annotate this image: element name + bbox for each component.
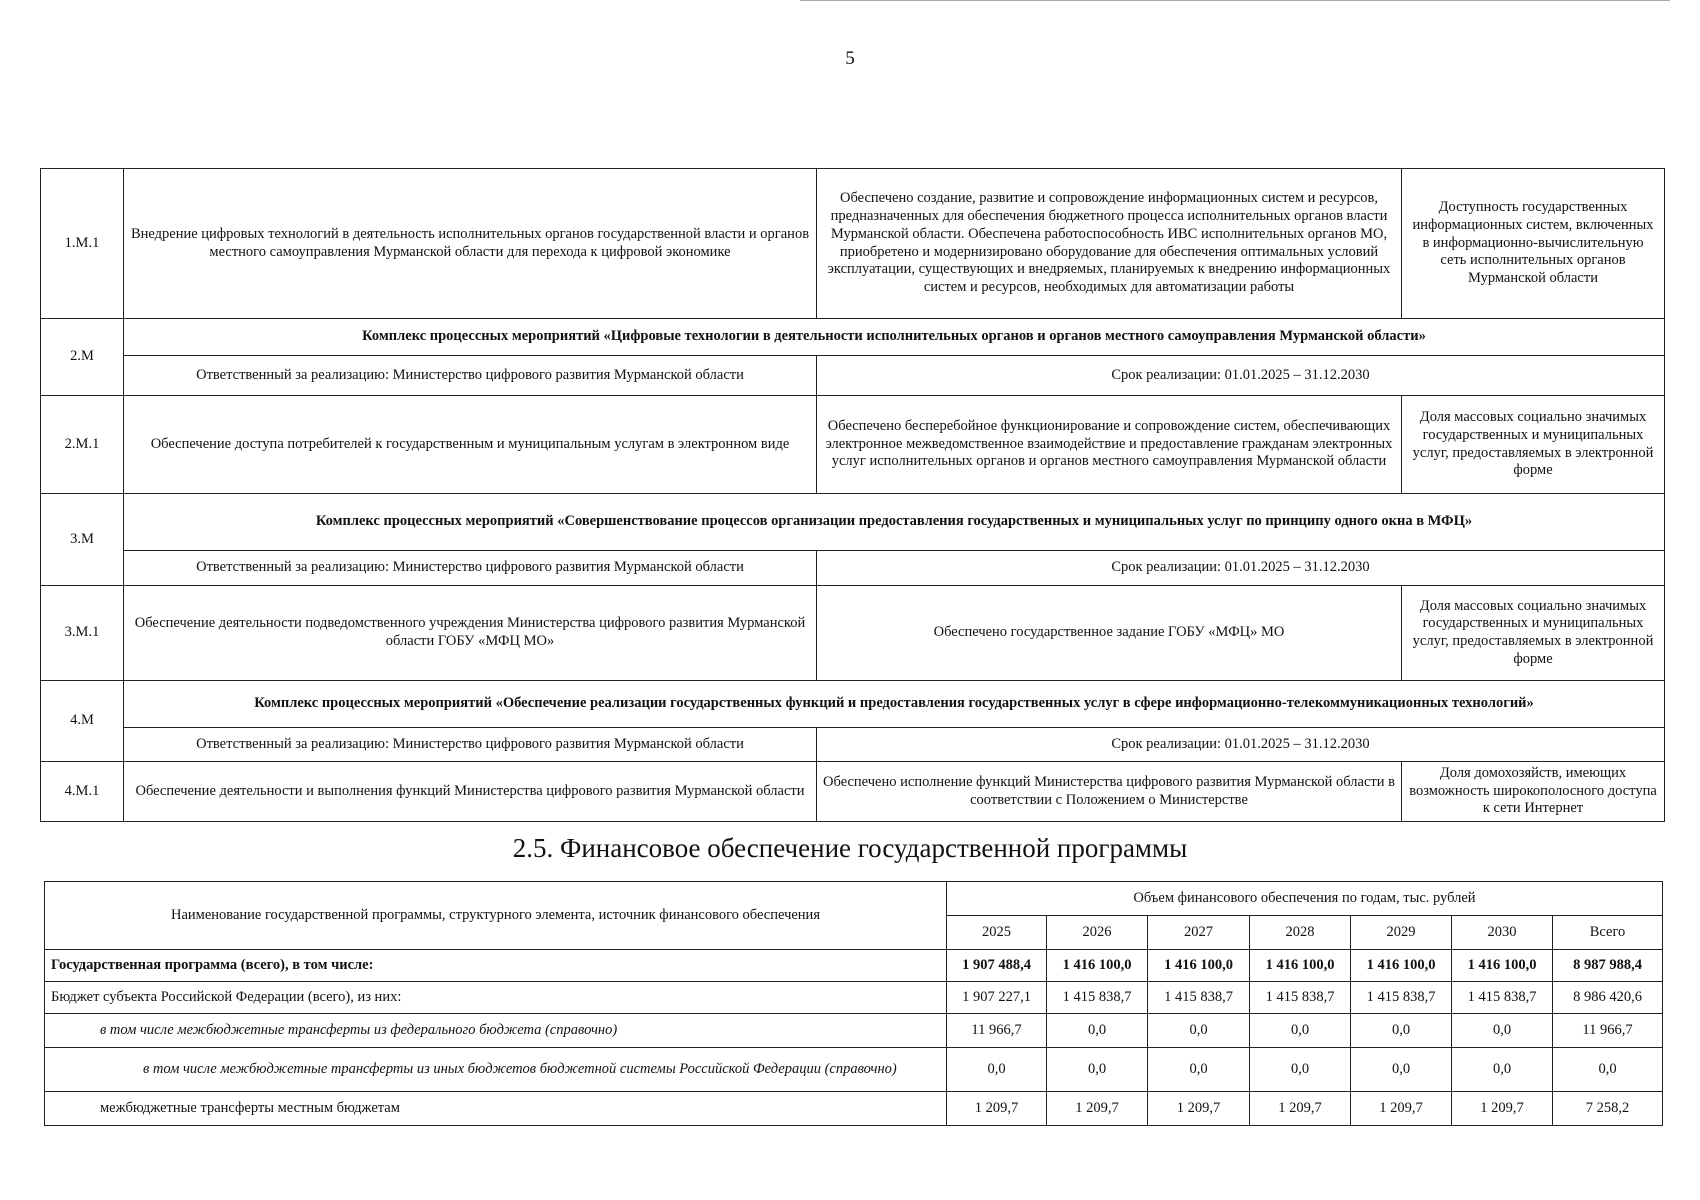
finance-cell: 1 907 488,4 (947, 950, 1047, 982)
complex-term: Срок реализации: 01.01.2025 – 31.12.2030 (817, 356, 1665, 396)
table-row (41, 762, 1665, 822)
complex-responsible: Ответственный за реализацию: Министерство цифрового развития Мурманской области (124, 356, 817, 396)
finance-cell: 1 416 100,0 (1351, 950, 1452, 982)
complex-code: 4.M (41, 681, 124, 762)
finance-cell: 11 966,7 (947, 1014, 1047, 1048)
finance-cell: 0,0 (1351, 1014, 1452, 1048)
measure-indicator: Доля массовых социально значимых государственных и муниципальных услуг, предоставляемых в электронной форме (1402, 586, 1665, 681)
finance-cell: 0,0 (1452, 1014, 1553, 1048)
finance-cell: 1 415 838,7 (1250, 982, 1351, 1014)
finance-row-label: Государственная программа (всего), в том числе: (45, 950, 947, 982)
section-title: 2.5. Финансовое обеспечение государственной программы (512, 833, 1188, 863)
finance-cell: 1 209,7 (1351, 1092, 1452, 1126)
measure-code: 2.M.1 (41, 396, 124, 494)
table-row (41, 586, 1665, 681)
finance-cell: 0,0 (1553, 1048, 1663, 1092)
finance-years-header: Объем финансового обеспечения по годам, тыс. рублей (947, 882, 1663, 916)
measures-table (40, 168, 1665, 822)
finance-cell: 1 209,7 (1047, 1092, 1148, 1126)
measure-code: 4.M.1 (41, 762, 124, 822)
finance-cell: 1 416 100,0 (1250, 950, 1351, 982)
finance-row-label: в том числе межбюджетные трансферты из иных бюджетов бюджетной системы Российской Федерации (справочно) (45, 1048, 947, 1092)
finance-cell: 1 209,7 (947, 1092, 1047, 1126)
column-header: 2025 (947, 916, 1047, 950)
measure-name: Обеспечение деятельности подведомственного учреждения Министерства цифрового развития Мурманской области ГОБУ «МФЦ МО» (124, 586, 817, 681)
table-row (41, 551, 1665, 586)
measure-code: 3.M.1 (41, 586, 124, 681)
page-top-rule (800, 0, 1670, 1)
column-header: 2028 (1250, 916, 1351, 950)
finance-cell: 1 416 100,0 (1148, 950, 1250, 982)
complex-responsible: Ответственный за реализацию: Министерство цифрового развития Мурманской области (124, 551, 817, 586)
finance-cell: 8 986 420,6 (1553, 982, 1663, 1014)
complex-title: Комплекс процессных мероприятий «Обеспечение реализации государственных функций и предоставления государственных услуг в сфере информационно-телекоммуникационных технологий» (124, 681, 1665, 728)
finance-cell: 0,0 (947, 1048, 1047, 1092)
finance-cell: 0,0 (1148, 1048, 1250, 1092)
measure-result: Обеспечено исполнение функций Министерства цифрового развития Мурманской области в соответствии с Положением о Министерстве (817, 762, 1402, 822)
complex-title: Комплекс процессных мероприятий «Цифровые технологии в деятельности исполнительных органов и органов местного самоуправления Мурманской области» (124, 319, 1665, 356)
finance-cell: 1 415 838,7 (1452, 982, 1553, 1014)
table-row (45, 1014, 1663, 1048)
table-row (41, 396, 1665, 494)
finance-row-label: межбюджетные трансферты местным бюджетам (45, 1092, 947, 1126)
measure-result: Обеспечено создание, развитие и сопровождение информационных систем и ресурсов, предназначенных для обеспечения бюджетного процесса исполнительных органов власти Мурманской области. Обеспечена работоспособность ИВС исполнительных органов МО, приобретено и модернизировано оборудование для обеспечения оптимальных условий эксплуатации, существующих и внедряемых, планируемых к внедрению информационных систем и ресурсов, необходимых для автоматизации работы (817, 169, 1402, 319)
finance-cell: 1 907 227,1 (947, 982, 1047, 1014)
finance-cell: 0,0 (1047, 1014, 1148, 1048)
finance-cell: 0,0 (1351, 1048, 1452, 1092)
measure-result: Обеспечено государственное задание ГОБУ «МФЦ» МО (817, 586, 1402, 681)
finance-cell: 1 415 838,7 (1047, 982, 1148, 1014)
finance-cell: 0,0 (1452, 1048, 1553, 1092)
table-row (41, 681, 1665, 728)
table-row (41, 356, 1665, 396)
table-row (45, 1092, 1663, 1126)
page-number: 5 (845, 48, 855, 69)
finance-cell: 0,0 (1047, 1048, 1148, 1092)
column-header: 2027 (1148, 916, 1250, 950)
column-header: 2030 (1452, 916, 1553, 950)
table-row (45, 982, 1663, 1014)
column-header: 2026 (1047, 916, 1148, 950)
finance-row-label: в том числе межбюджетные трансферты из федерального бюджета (справочно) (45, 1014, 947, 1048)
finance-cell: 1 209,7 (1250, 1092, 1351, 1126)
finance-row-label: Бюджет субъекта Российской Федерации (всего), из них: (45, 982, 947, 1014)
table-row (41, 319, 1665, 356)
finance-cell: 1 415 838,7 (1148, 982, 1250, 1014)
complex-code: 2.M (41, 319, 124, 396)
measure-result: Обеспечено бесперебойное функционирование и сопровождение систем, обеспечивающих электронное межведомственное взаимодействие и предоставление гражданам электронных услуг исполнительных органов и органов местного самоуправления Мурманской области (817, 396, 1402, 494)
finance-cell: 7 258,2 (1553, 1092, 1663, 1126)
complex-term: Срок реализации: 01.01.2025 – 31.12.2030 (817, 551, 1665, 586)
finance-cell: 1 416 100,0 (1452, 950, 1553, 982)
finance-name-header: Наименование государственной программы, структурного элемента, источник финансового обеспечения (45, 882, 947, 950)
complex-title: Комплекс процессных мероприятий «Совершенствование процессов организации предоставления государственных и муниципальных услуг по принципу одного окна в МФЦ» (124, 494, 1665, 551)
finance-cell: 1 415 838,7 (1351, 982, 1452, 1014)
measure-indicator: Доля массовых социально значимых государственных и муниципальных услуг, предоставляемых в электронной форме (1402, 396, 1665, 494)
table-row (45, 950, 1663, 982)
finance-cell: 1 416 100,0 (1047, 950, 1148, 982)
finance-table (44, 881, 1663, 1126)
measure-indicator: Доступность государственных информационных систем, включенных в информационно-вычислительную сеть исполнительных органов Мурманской области (1402, 169, 1665, 319)
finance-cell: 0,0 (1148, 1014, 1250, 1048)
finance-cell: 11 966,7 (1553, 1014, 1663, 1048)
table-row (41, 169, 1665, 319)
complex-responsible: Ответственный за реализацию: Министерство цифрового развития Мурманской области (124, 728, 817, 762)
finance-cell: 0,0 (1250, 1048, 1351, 1092)
finance-cell: 0,0 (1250, 1014, 1351, 1048)
finance-cell: 1 209,7 (1148, 1092, 1250, 1126)
complex-code: 3.M (41, 494, 124, 586)
column-header: Всего (1553, 916, 1663, 950)
table-row (45, 882, 1663, 916)
finance-cell: 8 987 988,4 (1553, 950, 1663, 982)
measure-code: 1.M.1 (41, 169, 124, 319)
complex-term: Срок реализации: 01.01.2025 – 31.12.2030 (817, 728, 1665, 762)
measure-name: Обеспечение доступа потребителей к государственным и муниципальным услугам в электронном виде (124, 396, 817, 494)
measure-indicator: Доля домохозяйств, имеющих возможность широкополосного доступа к сети Интернет (1402, 762, 1665, 822)
table-row (45, 1048, 1663, 1092)
column-header: 2029 (1351, 916, 1452, 950)
measure-name: Обеспечение деятельности и выполнения функций Министерства цифрового развития Мурманской области (124, 762, 817, 822)
finance-cell: 1 209,7 (1452, 1092, 1553, 1126)
table-row (41, 494, 1665, 551)
table-row (41, 728, 1665, 762)
measure-name: Внедрение цифровых технологий в деятельность исполнительных органов государственной власти и органов местного самоуправления Мурманской области для перехода к цифровой экономике (124, 169, 817, 319)
